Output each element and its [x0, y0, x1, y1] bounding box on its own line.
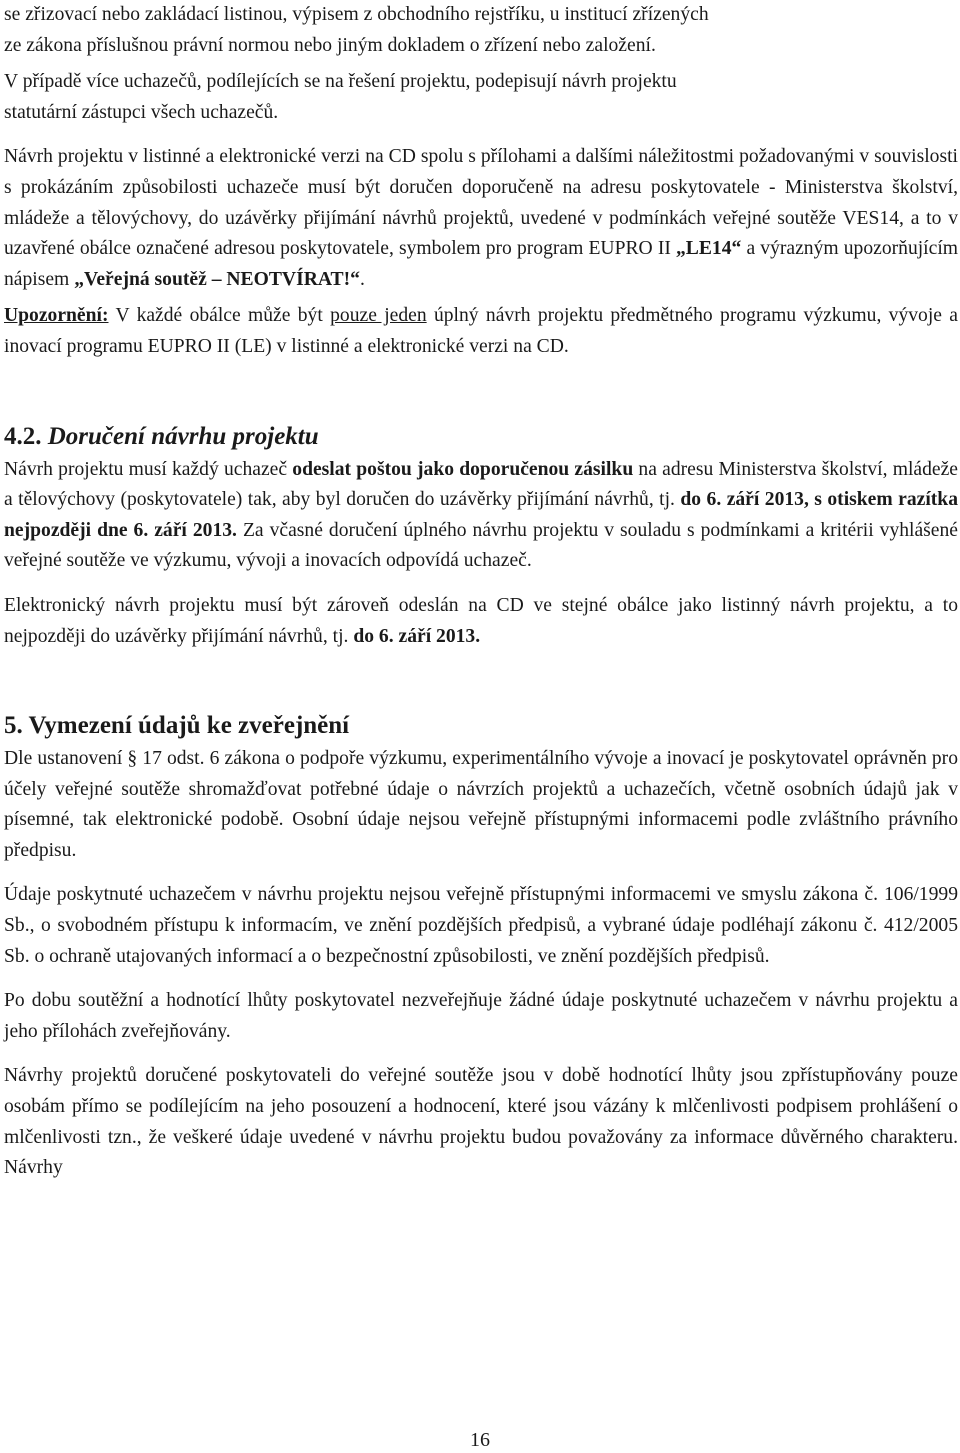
emphasis-send-by-post: odeslat poštou jako doporučenou zásilku: [292, 458, 634, 480]
section-title: 5. Vymezení údajů ke zveřejnění: [4, 712, 350, 740]
text-line: statutární zástupci všech uchazečů.: [4, 101, 279, 123]
paragraph-warning: [4, 301, 958, 362]
emphasis-deadline: do 6. září 2013, s otiskem razítka nejpozději dne 6. září 2013.: [4, 489, 958, 541]
paragraph-no-publication: Po dobu soutěžní a hodnotící lhůty poskytovatel nezveřejňuje žádné údaje poskytnuté uchazečem v návrhu projektu a jeho přílohách zveřejňovány.: [4, 990, 958, 1042]
text-line: se zřizovací nebo zakládací listinou, výpisem z obchodního rejstříku, u institucí zřízených: [4, 4, 709, 25]
text-line: V případě více uchazečů, podílejících se na řešení projektu, podepisují návrh projektu: [4, 71, 677, 93]
program-symbol: „LE14“: [676, 238, 742, 260]
paragraph-data-collection: Dle ustanovení § 17 odst. 6 zákona o podpoře výzkumu, experimentálního vývoje a inovací je poskytovatel oprávněn pro účely veřejné soutěže shromažďovat potřebné údaje o návrzích projektů a uchazečích, včetně osobních údajů jak v písemné, tak elektronické podobě. Osobní údaje nejsou veřejně přístupnými informacemi podle zvláštního právního předpisu.: [4, 748, 958, 861]
text-run: na adresu Ministerstva školství, mládeže a tělovýchovy (poskytovatele) tak, aby byl doručen do uzávěrky přijímání návrhů, tj.: [4, 458, 958, 511]
section-title: Doručení návrhu projektu: [47, 422, 319, 450]
paragraph-access-restriction: Návrhy projektů doručené poskytovateli do veřejné soutěže jsou v době hodnotící lhůty jsou zpřístupňovány pouze osobám přímo se podílejícím na jeho posouzení a hodnocení, které jsou vázány k mlčenlivosti podpisem prohlášení o mlčenlivosti tzn., že veškeré údaje uvedené v návrhu projektu budou považovány za informace důvěrného charakteru. Návrhy: [4, 1065, 958, 1179]
text-run: .: [359, 268, 365, 290]
text-run: Návrh projektu v listinné a elektronické verzi na CD spolu s přílohami a dalšími náležitostmi požadovanými v souvislosti s prokázáním způsobilosti uchazeče musí být doručen doporučeně na adresu poskytovatele - Ministerstva školství, mládeže a tělovýchovy, do uzávěrky přijímání návrhů projektů, uvedené v podmínkách veřejné soutěže VES14, a to v uzavřené obálce označené adresou poskytovatele, symbolem pro program EUPRO II: [4, 146, 958, 260]
paragraph-non-public-data: Údaje poskytnuté uchazečem v návrhu projektu nejsou veřejně přístupnými informacemi ve smyslu zákona č. 106/1999 Sb., o svobodném přístupu k informacím, ve znění pozdějších předpisů, a vybrané údaje podléhají zákonu č. 412/2005 Sb. o ochraně utajovaných informací a o bezpečnostní způsobilosti, ve znění pozdějších předpisů.: [4, 884, 958, 967]
text-run: Návrh projektu musí každý uchazeč: [4, 458, 293, 480]
text-run: a výrazným upozorňujícím nápisem: [4, 238, 959, 290]
text-line: ze zákona příslušnou právní normou nebo jiným dokladem o zřízení nebo založení.: [4, 34, 656, 56]
warning-label: Upozornění:: [4, 305, 109, 327]
text-run: úplný návrh projektu předmětného programu výzkumu, vývoje a inovací programu EUPRO II (LE) v listinné a elektronické verzi na CD.: [4, 305, 958, 357]
paragraph-founding-document: [4, 0, 958, 61]
section-heading-4-2: [4, 419, 958, 455]
section-number: 4.2.: [4, 422, 48, 450]
text-run: V každé obálce může být: [108, 305, 331, 327]
page-number: 16: [470, 1429, 490, 1451]
section-heading-5: [4, 708, 958, 744]
paragraph-electronic-version: [4, 591, 958, 652]
text-run: Elektronický návrh projektu musí být zároveň odeslán na CD ve stejné obálce jako listinný návrh projektu, a to nejpozději do uzávěrky přijímání návrhů, tj.: [4, 594, 958, 647]
paragraph-delivery: [4, 455, 958, 577]
emphasis-deadline: do 6. září 2013.: [353, 625, 481, 647]
envelope-notice: „Veřejná soutěž – NEOTVÍRAT!“: [74, 268, 360, 290]
paragraph-submission-form: [4, 142, 958, 295]
underlined-phrase: pouze jeden: [330, 305, 427, 327]
document-page: [4, 0, 958, 1184]
paragraph-multiple-applicants: [4, 67, 958, 128]
text-run: Za včasné doručení úplného návrhu projektu v souladu s podmínkami a kritérii vyhlášené veřejné soutěže ve výzkumu, vývoji a inovacích odpovídá uchazeč.: [4, 519, 958, 572]
